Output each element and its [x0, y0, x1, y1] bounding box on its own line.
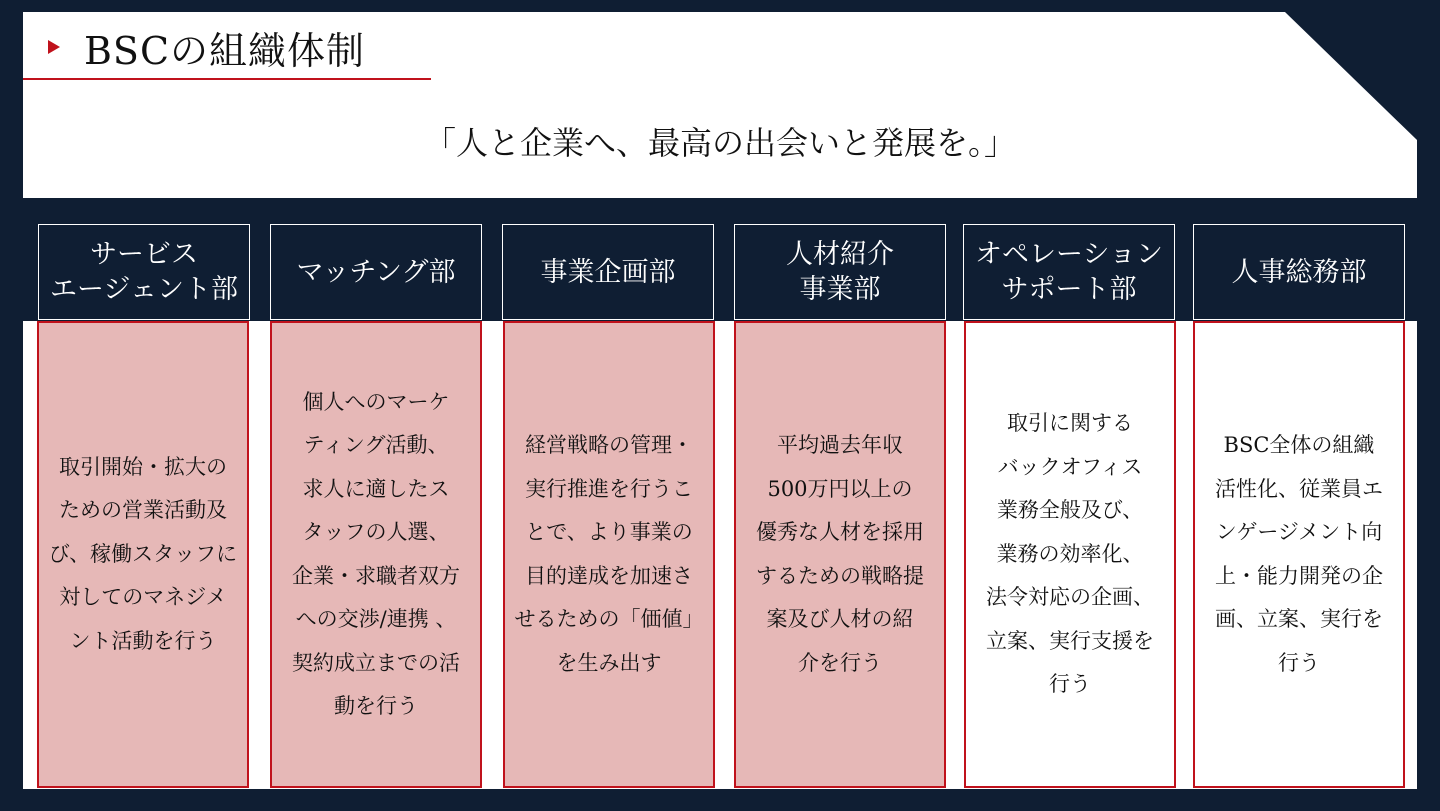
- dept-desc-matching: [270, 321, 482, 788]
- page-title: BSCの組織体制: [84, 28, 366, 73]
- dept-desc-text: BSC全体の組織 活性化、従業員エ ンゲージメント向 上・能力開発の企 画、立案、実行を 行う: [1215, 433, 1383, 675]
- dept-name-hr-general-affairs: 人事総務部: [1193, 224, 1405, 320]
- dept-desc-text: 経営戦略の管理・ 実行推進を行うこ とで、より事業の 目的達成を加速さ せるための「価値」 を生み出す: [514, 433, 704, 675]
- title-row: [48, 22, 365, 72]
- dept-name-recruitment: 人材紹介 事業部: [734, 224, 946, 320]
- dept-desc-operation-support: [964, 321, 1176, 788]
- dept-name-service-agent: サービス エージェント部: [38, 224, 250, 320]
- bullet-triangle-icon: [48, 40, 60, 54]
- dept-desc-text: 平均過去年収 500万円以上の 優秀な人材を採用 するための戦略提 案及び人材の紹 介を行う: [756, 433, 924, 675]
- dept-desc-service-agent: [37, 321, 249, 788]
- title-underline: [23, 78, 431, 80]
- dept-desc-business-planning: [503, 321, 715, 788]
- dept-desc-hr-general-affairs: [1193, 321, 1405, 788]
- dept-desc-text: 個人へのマーケ ティング活動、 求人に適したス タッフの人選、 企業・求職者双方 への交渉/連携 、 契約成立までの活 動を行う: [292, 389, 460, 718]
- dept-desc-recruitment: [734, 321, 946, 788]
- dept-name-business-planning: 事業企画部: [502, 224, 714, 320]
- dept-desc-text: 取引に関する バックオフィス 業務全般及び、 業務の効率化、 法令対応の企画、 立案、実行支援を 行う: [986, 411, 1154, 697]
- slogan: 「人と企業へ、最高の出会いと発展を。」: [423, 124, 1016, 162]
- dept-desc-text: 取引開始・拡大の ための営業活動及 び、稼働スタッフに 対してのマネジメ ント活動を行う: [48, 454, 238, 653]
- dept-name-operation-support: オペレーション サポート部: [963, 224, 1175, 320]
- dept-name-matching: マッチング部: [270, 224, 482, 320]
